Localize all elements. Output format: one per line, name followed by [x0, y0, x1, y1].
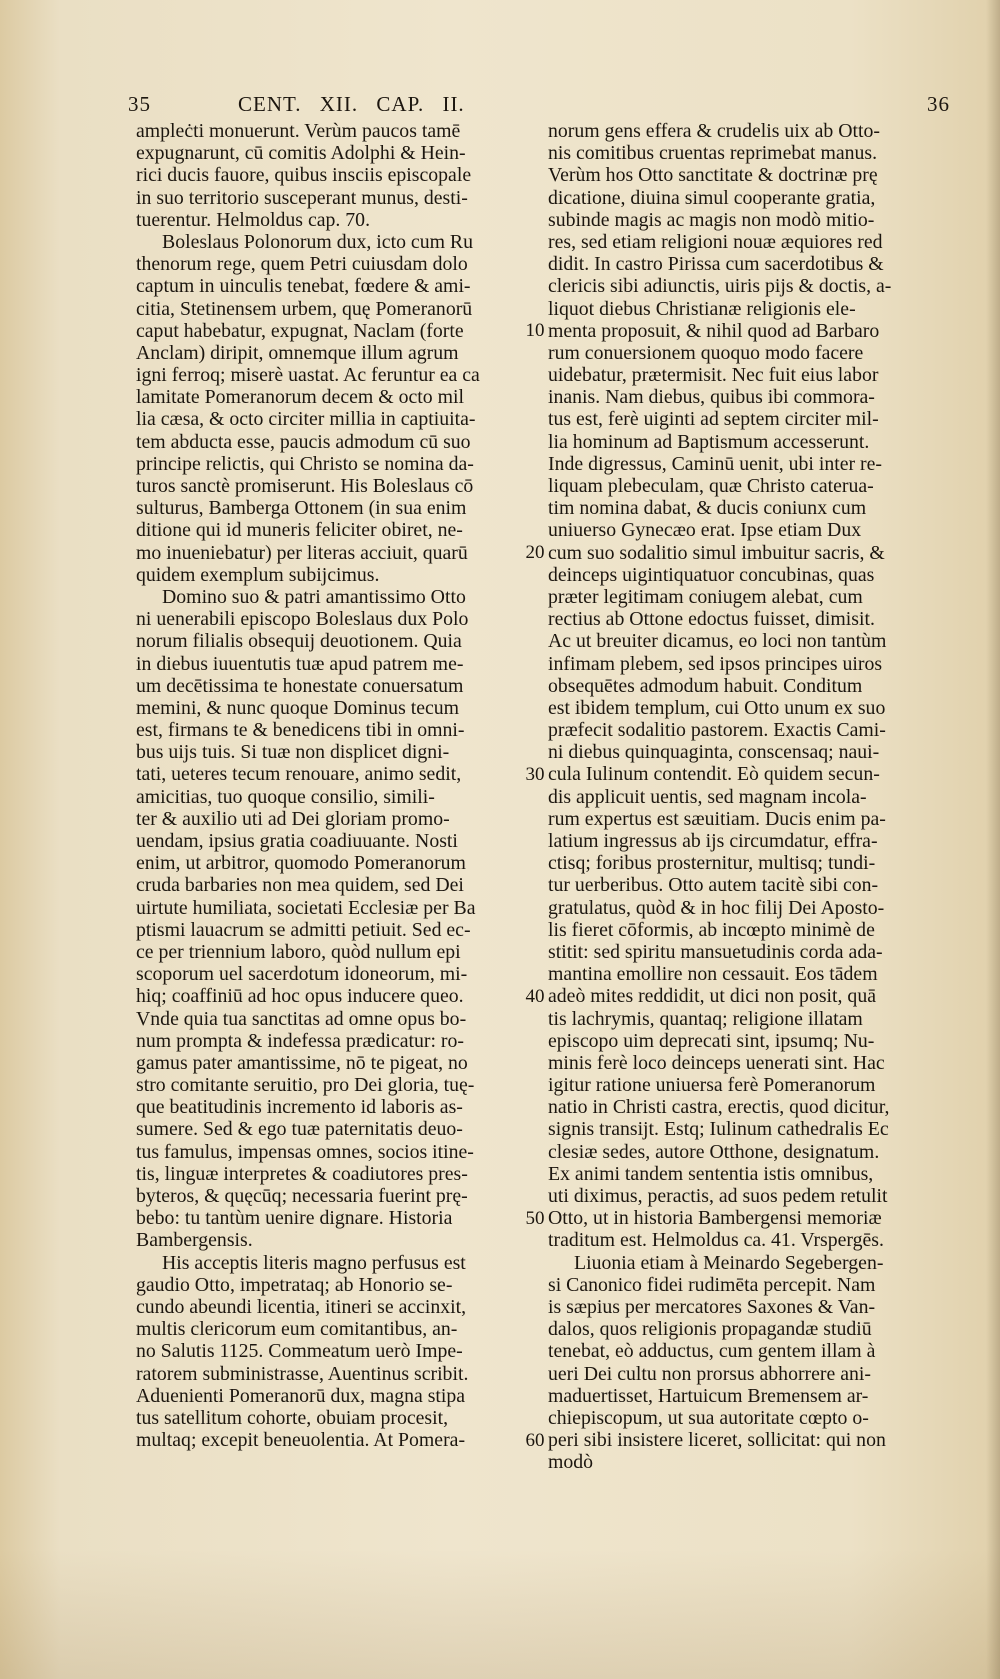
text-line: Otto, ut in historia Bambergensi memoriæ	[548, 1207, 882, 1230]
text-line: ni uenerabili episcopo Boleslaus dux Polo	[136, 608, 469, 631]
text-line: turos sanctè promiserunt. His Boleslaus cō	[136, 475, 474, 497]
text-line: stro comitante seruitio, pro Dei gloria, tuę-	[136, 1074, 475, 1097]
running-header	[128, 92, 950, 120]
line-number: 60	[525, 1429, 545, 1451]
text-line: minis ferè loco deinceps uenerati sint. Hac	[548, 1051, 885, 1074]
text-line: dis applicuit uentis, sed magnam incola-	[548, 785, 867, 808]
text-line: no Salutis 1125. Commeatum uerò Impe-	[136, 1340, 463, 1363]
page-stain	[0, 1549, 1000, 1679]
line-number: 20	[525, 541, 545, 563]
text-line: lis fieret cōformis, ab incœpto minimè de	[548, 918, 875, 941]
text-line: tis lachrymis, quantaq; religione illatam	[548, 1007, 863, 1030]
text-line: tenebat, eò adductus, cum gentem illam à	[548, 1340, 876, 1363]
text-line: mo inueniebatur) per literas acciuit, quarū	[136, 541, 468, 564]
text-line: cula Iulinum contendit. Eò quidem secun-	[548, 763, 880, 786]
text-line: si Canonico fidei rudimēta percepit. Nam	[548, 1273, 876, 1296]
text-line: rum conuersionem quoquo modo facere	[548, 341, 864, 364]
text-line: thenorum rege, quem Petri cuiusdam dolo	[136, 253, 468, 276]
text-line: ueri Dei cultu non prorsus abhorrere ani-	[548, 1362, 871, 1385]
text-line: gaudio Otto, impetrataq; ab Honorio se-	[136, 1273, 453, 1296]
text-line: lia cæsa, & octo circiter millia in captiuita-	[136, 408, 476, 431]
text-line: lamitate Pomeranorum decem & octo mil	[136, 386, 464, 409]
text-line: cum suo sodalitio simul imbuitur sacris, &	[548, 541, 885, 564]
text-line: ctisq; foribus prosternitur, multisq; tundi-	[548, 852, 876, 875]
text-line: infimam plebem, sed ipsos principes uiros	[548, 652, 883, 675]
text-line: rectius ab Ottone edoctus fuisset, dimisit.	[548, 608, 875, 631]
text-line: Ex animi tandem sententia istis omnibus,	[548, 1162, 874, 1185]
text-line: gamus pater amantissime, nō te pigeat, no	[136, 1051, 468, 1074]
text-line: caput habebatur, expugnat, Naclam (forte	[136, 319, 464, 342]
text-line: multis clericorum eum comitantibus, an-	[136, 1318, 458, 1341]
text-line: traditum est. Helmoldus ca. 41. Vrspergēs.	[548, 1229, 884, 1252]
text-line: quidem exemplum subijcimus.	[136, 563, 380, 586]
text-line: tus est, ferè uiginti ad septem circiter mil-	[548, 408, 879, 431]
text-line: liquot diebus Christianæ religionis ele-	[548, 297, 856, 320]
text-line: ptismi lauacrum se admitti petiuit. Sed ec-	[136, 918, 471, 941]
text-line: modò	[548, 1451, 594, 1474]
text-line: uidebatur, prætermisit. Nec fuit eius labor	[548, 364, 879, 387]
text-line: ampleċti monuerunt. Verùm paucos tamē	[136, 120, 461, 142]
text-line: rici ducis fauore, quibus insciis episcopale	[136, 164, 472, 187]
text-line: tus satellitum cohorte, obuiam procesit,	[136, 1406, 449, 1429]
text-line: Liuonia etiam à Meinardo Segebergen-	[574, 1251, 884, 1274]
text-line: signis transijt. Estq; Iulinum cathedralis Ec	[548, 1118, 889, 1141]
text-line: Boleslaus Polonorum dux, icto cum Ru	[162, 230, 473, 253]
text-line: tuerentur. Helmoldus cap. 70.	[136, 208, 371, 231]
text-line: dalos, quos religionis propagandæ studiū	[548, 1318, 872, 1341]
text-line: sumere. Sed & ego tuæ paternitatis deuo-	[136, 1118, 463, 1141]
line-number: 50	[525, 1207, 545, 1229]
text-line: Verùm hos Otto sanctitate & doctrinæ prę	[548, 164, 878, 187]
text-line: maduertisset, Hartuicum Bremensem ar-	[548, 1384, 869, 1407]
text-line: tus famulus, impensas omnes, socios itine-	[136, 1140, 474, 1163]
text-line: ce per triennium laboro, quòd nullum epi	[136, 940, 461, 963]
text-line: in suo territorio susceperant munus, desti-	[136, 186, 468, 209]
text-line: tati, ueteres tecum renouare, animo sedit,	[136, 763, 462, 786]
text-line: Bambergensis.	[136, 1229, 253, 1252]
text-line: bebo: tu tantùm uenire dignare. Historia	[136, 1207, 453, 1230]
page-number-right: 36	[927, 92, 950, 116]
text-line: num prompta & indefessa prædicatur: ro-	[136, 1029, 464, 1052]
text-line: latium ingressus ab ijs circumdatur, effra-	[548, 830, 878, 852]
text-line: scoporum uel sacerdotum idoneorum, mi-	[136, 963, 468, 986]
text-line: cruda barbaries non mea quidem, sed Dei	[136, 874, 464, 897]
text-line: memini, & nunc quoque Dominus tecum	[136, 696, 460, 719]
text-line: ditione qui id muneris feliciter obiret, ne-	[136, 519, 463, 542]
text-line: Inde digressus, Caminū uenit, ubi inter re-	[548, 452, 883, 475]
text-line: captum in uinculis tenebat, fœdere & ami-	[136, 275, 471, 298]
text-line: norum filialis obsequij deuotionem. Quia	[136, 630, 462, 653]
text-line: didit. In castro Pirissa cum sacerdotibus &	[548, 253, 884, 276]
text-line: in diebus iuuentutis tuæ apud patrem me-	[136, 652, 464, 675]
text-line: ni diebus quinquaginta, conscensaq; naui-	[548, 741, 880, 764]
text-line: ter & auxilio uti ad Dei gloriam promo-	[136, 807, 450, 830]
text-line: enim, ut arbitror, quomodo Pomeranorum	[136, 852, 466, 875]
text-line: tim nomina dabat, & ducis coniunx cum	[548, 497, 867, 520]
text-line: præfecit sodalitio pastorem. Exactis Cami-	[548, 719, 886, 742]
text-line: igitur ratione uniuersa ferè Pomeranorum	[548, 1074, 876, 1097]
text-line: amicitias, tuo quoque consilio, simili-	[136, 785, 435, 808]
text-line: gratulatus, quòd & in hoc filij Dei Aposto-	[548, 896, 885, 919]
text-line: Domino suo & patri amantissimo Otto	[162, 585, 466, 608]
text-line: rum expertus est sæuitiam. Ducis enim pa-	[548, 807, 886, 830]
text-line: sulturus, Bamberga Ottonem (in sua enim	[136, 497, 467, 520]
text-line: tis, linguæ interpretes & coadiutores pres-	[136, 1162, 468, 1185]
text-line: hiq; coaffiniū ad hoc opus inducere queo.	[136, 985, 464, 1008]
left-text-column	[136, 120, 532, 1451]
text-line: uniuerso Gynecæo erat. Ipse etiam Dux	[548, 519, 862, 542]
text-line: byteros, & quęcūq; necessaria fuerint prę-	[136, 1185, 468, 1207]
text-line: natio in Christi castra, erectis, quod dicitur,	[548, 1096, 890, 1119]
right-text-column	[548, 120, 908, 1473]
text-line: deinceps uigintiquatuor concubinas, quas	[548, 563, 875, 586]
text-line: mantina emollire non cessauit. Eos tādem	[548, 963, 878, 986]
text-line: principe relictis, qui Christo se nomina da-	[136, 452, 474, 475]
text-line: peri sibi insistere liceret, sollicitat: qui non	[548, 1429, 886, 1452]
text-line: stitit: sed spiritu mansuetudinis corda ada-	[548, 940, 883, 963]
text-line: tur uerberibus. Otto autem tacitè sibi con-	[548, 874, 879, 897]
text-line: que beatitudinis incremento id laboris as-	[136, 1096, 463, 1119]
text-line: ratorem subministrasse, Auentinus scribit.	[136, 1362, 469, 1385]
page-number-left: 35	[128, 92, 151, 116]
text-line: Aduenienti Pomeranorū dux, magna stipa	[136, 1384, 466, 1407]
text-line: est, firmans te & benedicens tibi in omni-	[136, 719, 465, 742]
text-line: inanis. Nam diebus, quibus ibi commora-	[548, 386, 875, 409]
text-line: Ac ut breuiter dicamus, eo loci non tantùm	[548, 630, 887, 653]
text-line: dicatione, diuina simul cooperante gratia,	[548, 186, 876, 209]
text-line: clesiæ sedes, autore Otthone, designatum.	[548, 1140, 880, 1163]
text-line: norum gens effera & crudelis uix ab Otto-	[548, 120, 880, 142]
text-line: uendam, ipsius gratia coadiuuante. Nosti	[136, 830, 458, 852]
text-line: Anclam) diripit, omnemque illum agrum	[136, 341, 459, 364]
text-line: liquam plebeculam, quæ Christo caterua-	[548, 475, 874, 497]
text-line: subinde magis ac magis non modò mitio-	[548, 208, 875, 231]
running-title: CENT. XII. CAP. II.	[238, 92, 465, 116]
text-line: citia, Stetinensem urbem, quę Pomeranorū	[136, 297, 473, 320]
text-line: obsequētes admodum habuit. Conditum	[548, 674, 863, 697]
text-line: uirtute humiliata, societati Ecclesiæ per Ba	[136, 896, 476, 919]
text-line: cundo abeundi licentia, itineri se accinxit,	[136, 1295, 467, 1318]
text-line: His acceptis literis magno perfusus est	[162, 1251, 466, 1274]
text-line: is sæpius per mercatores Saxones & Van-	[548, 1295, 876, 1318]
line-number: 40	[525, 985, 545, 1007]
line-number: 30	[525, 763, 545, 785]
text-line: chiepiscopum, ut sua autoritate cœpto o-	[548, 1406, 869, 1429]
text-line: est ibidem templum, cui Otto unum ex suo	[548, 696, 886, 719]
text-line: um decētissima te honestate conuersatum	[136, 674, 464, 697]
page-edge-shadow	[986, 0, 1000, 1679]
text-line: nis comitibus cruentas reprimebat manus.	[548, 142, 878, 165]
text-line: lia hominum ad Baptismum accesserunt.	[548, 430, 870, 453]
text-line: menta proposuit, & nihil quod ad Barbaro	[548, 319, 880, 342]
text-line: res, sed etiam religioni nouæ æquiores red	[548, 230, 883, 253]
text-line: Vnde quia tua sanctitas ad omne opus bo-	[136, 1007, 467, 1030]
text-line: episcopo uim deprecati sint, ipsumq; Nu-	[548, 1029, 875, 1052]
line-number: 10	[525, 319, 545, 341]
text-line: tem abducta esse, paucis admodum cū suo	[136, 430, 471, 453]
text-line: clericis sibi adiunctis, uiris pijs & doctis, a-	[548, 275, 892, 298]
text-line: expugnarunt, cū comitis Adolphi & Hein-	[136, 142, 466, 165]
text-line: adeò mites reddidit, ut dici non posit, quā	[548, 985, 876, 1008]
text-line: igni ferroq; miserè uastat. Ac feruntur ea ca	[136, 364, 480, 387]
text-line: præter legitimam coniugem alebat, cum	[548, 585, 863, 608]
text-line: uti diximus, peractis, ad suos pedem retulit	[548, 1185, 888, 1207]
text-line: bus uijs tuis. Si tuæ non displicet digni-	[136, 741, 450, 764]
text-line: multaq; excepit beneuolentia. At Pomera-	[136, 1429, 466, 1452]
